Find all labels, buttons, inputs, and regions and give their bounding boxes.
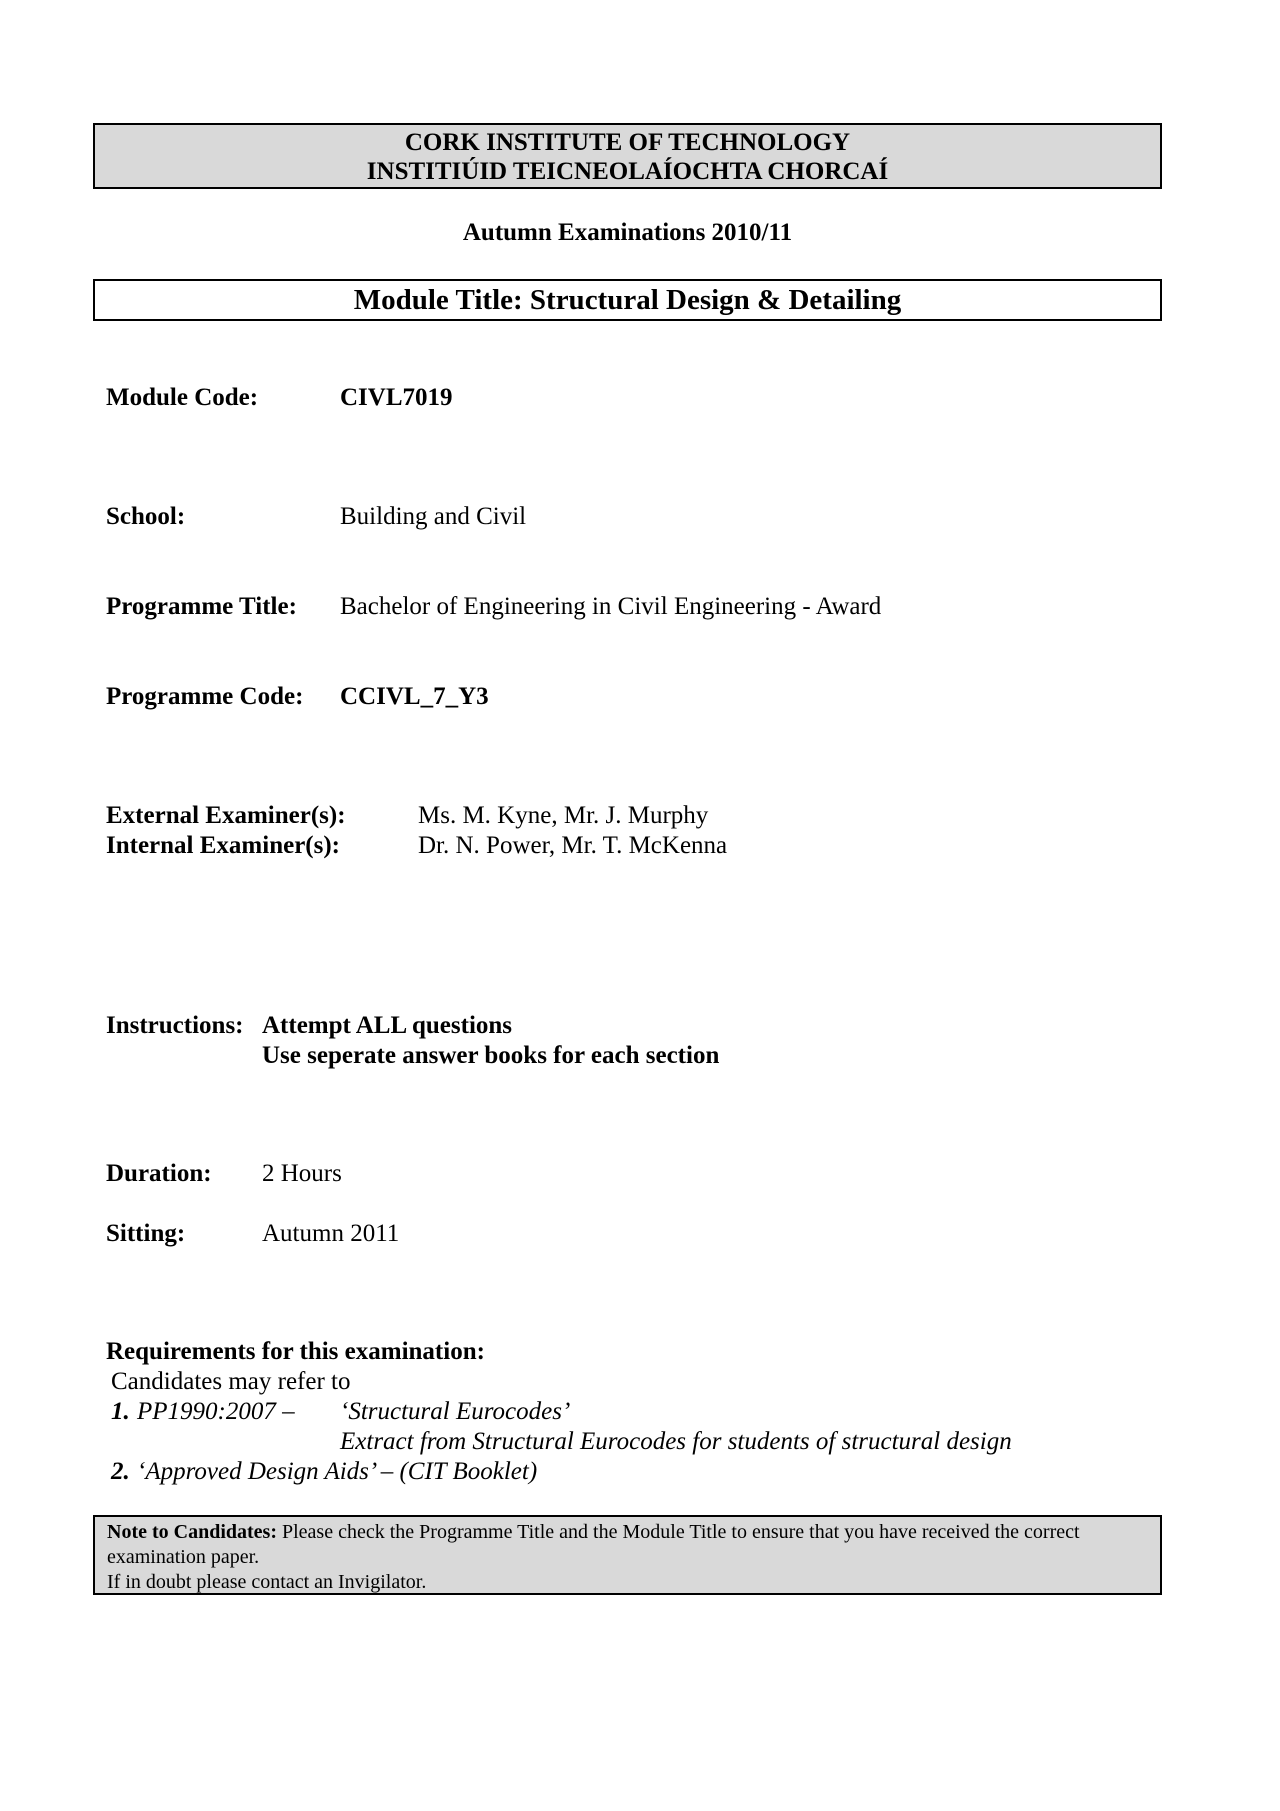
external-examiners-value: Ms. M. Kyne, Mr. J. Murphy xyxy=(418,802,709,829)
institution-name-english: CORK INSTITUTE OF TECHNOLOGY xyxy=(404,129,851,156)
external-examiners-label: External Examiner(s): xyxy=(106,802,346,829)
module-code-label: Module Code: xyxy=(106,384,259,411)
requirement-1-number: 1. xyxy=(111,1398,130,1425)
note-text-2: If in doubt please contact an Invigilator. xyxy=(107,1571,427,1593)
school-label: School: xyxy=(106,503,186,530)
requirements-intro: Candidates may refer to xyxy=(111,1368,351,1395)
requirement-2-number: 2. xyxy=(111,1458,130,1485)
instructions-line-1: Attempt ALL questions xyxy=(262,1012,513,1039)
instructions-label: Instructions: xyxy=(106,1012,244,1039)
module-title: Module Title: Structural Design & Detailing xyxy=(93,279,1162,321)
note-label: Note to Candidates: xyxy=(107,1521,277,1543)
internal-examiners-value: Dr. N. Power, Mr. T. McKenna xyxy=(418,832,728,859)
requirement-1-code: PP1990:2007 – xyxy=(137,1398,295,1425)
requirements-title: Requirements for this examination: xyxy=(106,1338,485,1365)
programme-code-label: Programme Code: xyxy=(106,683,304,710)
internal-examiners-label: Internal Examiner(s): xyxy=(106,832,340,859)
note-text-1: Please check the Programme Title and the Module Title to ensure that you have received the correct examination paper. xyxy=(107,1521,1080,1568)
institution-header xyxy=(93,123,1162,189)
duration-value: 2 Hours xyxy=(262,1160,342,1187)
programme-title-value: Bachelor of Engineering in Civil Engineering - Award xyxy=(340,593,882,620)
programme-title-label: Programme Title: xyxy=(106,593,297,620)
note-to-candidates xyxy=(93,1515,1162,1595)
exam-session: Autumn Examinations 2010/11 xyxy=(462,219,793,246)
sitting-label: Sitting: xyxy=(106,1220,186,1247)
requirement-1-title: ‘Structural Eurocodes’ xyxy=(340,1398,571,1425)
requirement-1-subtitle: Extract from Structural Eurocodes for students of structural design xyxy=(340,1428,1012,1455)
programme-code-value: CCIVL_7_Y3 xyxy=(340,683,489,710)
school-value: Building and Civil xyxy=(340,503,527,530)
module-code-value: CIVL7019 xyxy=(340,384,453,411)
duration-label: Duration: xyxy=(106,1160,212,1187)
institution-name-irish: INSTITIÚID TEICNEOLAÍOCHTA CHORCAÍ xyxy=(366,158,889,185)
sitting-value: Autumn 2011 xyxy=(262,1220,400,1247)
note-paragraph xyxy=(107,1520,1150,1570)
requirement-2-text: ‘Approved Design Aids’ – (CIT Booklet) xyxy=(137,1458,538,1485)
instructions-line-2: Use seperate answer books for each section xyxy=(262,1042,720,1069)
